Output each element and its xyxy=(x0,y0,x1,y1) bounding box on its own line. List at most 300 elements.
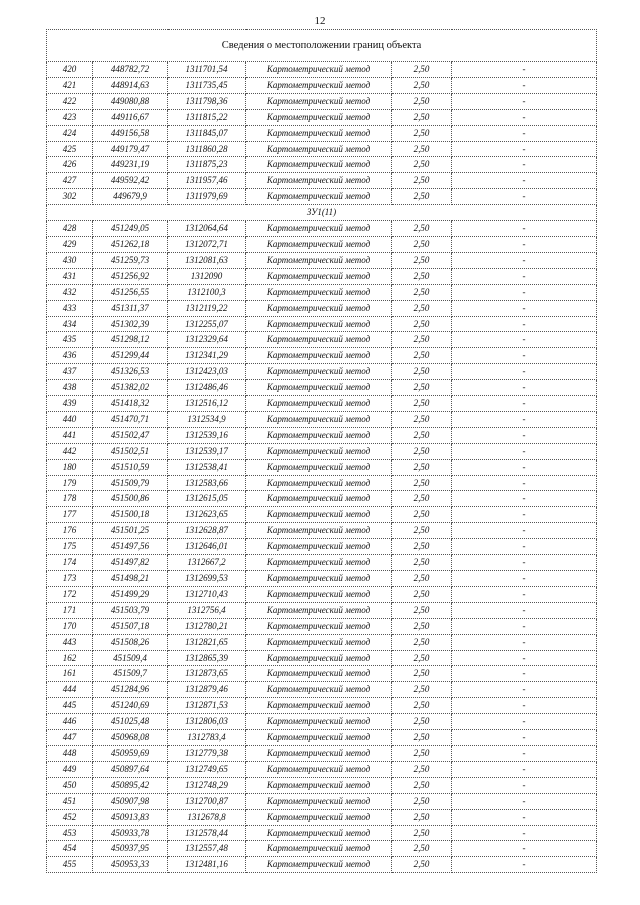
y-coordinate-cell: 1312534,9 xyxy=(168,411,246,427)
description-cell: - xyxy=(452,125,597,141)
description-cell: - xyxy=(452,141,597,157)
description-cell: - xyxy=(452,650,597,666)
method-cell: Картометрический метод xyxy=(246,427,392,443)
table-title-row xyxy=(47,30,597,62)
table-row xyxy=(47,618,597,634)
description-cell: - xyxy=(452,62,597,78)
description-cell: - xyxy=(452,682,597,698)
description-cell: - xyxy=(452,539,597,555)
description-cell: - xyxy=(452,714,597,730)
precision-cell: 2,50 xyxy=(392,62,452,78)
table-row xyxy=(47,523,597,539)
description-cell: - xyxy=(452,284,597,300)
method-cell: Картометрический метод xyxy=(246,539,392,555)
description-cell: - xyxy=(452,380,597,396)
method-cell: Картометрический метод xyxy=(246,634,392,650)
method-cell: Картометрический метод xyxy=(246,730,392,746)
table-row xyxy=(47,714,597,730)
table-row xyxy=(47,189,597,205)
x-coordinate-cell: 450897,64 xyxy=(93,761,168,777)
method-cell: Картометрический метод xyxy=(246,793,392,809)
y-coordinate-cell: 1312539,17 xyxy=(168,443,246,459)
x-coordinate-cell: 449116,67 xyxy=(93,109,168,125)
description-cell: - xyxy=(452,443,597,459)
point-number-cell: 422 xyxy=(47,93,93,109)
point-number-cell: 445 xyxy=(47,698,93,714)
precision-cell: 2,50 xyxy=(392,141,452,157)
precision-cell: 2,50 xyxy=(392,459,452,475)
precision-cell: 2,50 xyxy=(392,236,452,252)
y-coordinate-cell: 1311798,36 xyxy=(168,93,246,109)
y-coordinate-cell: 1312341,29 xyxy=(168,348,246,364)
point-number-cell: 173 xyxy=(47,571,93,587)
method-cell: Картометрический метод xyxy=(246,125,392,141)
point-number-cell: 442 xyxy=(47,443,93,459)
point-number-cell: 174 xyxy=(47,555,93,571)
description-cell: - xyxy=(452,602,597,618)
description-cell: - xyxy=(452,316,597,332)
method-cell: Картометрический метод xyxy=(246,173,392,189)
table-row xyxy=(47,745,597,761)
point-number-cell: 433 xyxy=(47,300,93,316)
point-number-cell: 444 xyxy=(47,682,93,698)
method-cell: Картометрический метод xyxy=(246,682,392,698)
y-coordinate-cell: 1312879,46 xyxy=(168,682,246,698)
description-cell: - xyxy=(452,634,597,650)
precision-cell: 2,50 xyxy=(392,555,452,571)
point-number-cell: 447 xyxy=(47,730,93,746)
method-cell: Картометрический метод xyxy=(246,555,392,571)
x-coordinate-cell: 451256,92 xyxy=(93,268,168,284)
table-row xyxy=(47,475,597,491)
precision-cell: 2,50 xyxy=(392,364,452,380)
x-coordinate-cell: 451498,21 xyxy=(93,571,168,587)
point-number-cell: 428 xyxy=(47,221,93,237)
table-row xyxy=(47,793,597,809)
method-cell: Картометрический метод xyxy=(246,491,392,507)
y-coordinate-cell: 1312821,65 xyxy=(168,634,246,650)
point-number-cell: 432 xyxy=(47,284,93,300)
precision-cell: 2,50 xyxy=(392,666,452,682)
point-number-cell: 431 xyxy=(47,268,93,284)
precision-cell: 2,50 xyxy=(392,411,452,427)
description-cell: - xyxy=(452,857,597,873)
precision-cell: 2,50 xyxy=(392,77,452,93)
y-coordinate-cell: 1312578,44 xyxy=(168,825,246,841)
table-row xyxy=(47,236,597,252)
table-row xyxy=(47,380,597,396)
precision-cell: 2,50 xyxy=(392,109,452,125)
table-row xyxy=(47,539,597,555)
x-coordinate-cell: 451256,55 xyxy=(93,284,168,300)
precision-cell: 2,50 xyxy=(392,300,452,316)
point-number-cell: 449 xyxy=(47,761,93,777)
y-coordinate-cell: 1312423,03 xyxy=(168,364,246,380)
method-cell: Картометрический метод xyxy=(246,459,392,475)
point-number-cell: 441 xyxy=(47,427,93,443)
description-cell: - xyxy=(452,777,597,793)
x-coordinate-cell: 451499,29 xyxy=(93,586,168,602)
point-number-cell: 429 xyxy=(47,236,93,252)
method-cell: Картометрический метод xyxy=(246,586,392,602)
precision-cell: 2,50 xyxy=(392,380,452,396)
section-row xyxy=(47,205,597,221)
table-row xyxy=(47,316,597,332)
description-cell: - xyxy=(452,809,597,825)
y-coordinate-cell: 1312756,4 xyxy=(168,602,246,618)
description-cell: - xyxy=(452,396,597,412)
precision-cell: 2,50 xyxy=(392,634,452,650)
table-row xyxy=(47,491,597,507)
method-cell: Картометрический метод xyxy=(246,698,392,714)
x-coordinate-cell: 451284,96 xyxy=(93,682,168,698)
method-cell: Картометрический метод xyxy=(246,809,392,825)
y-coordinate-cell: 1312090 xyxy=(168,268,246,284)
table-row xyxy=(47,602,597,618)
description-cell: - xyxy=(452,427,597,443)
point-number-cell: 448 xyxy=(47,745,93,761)
x-coordinate-cell: 451249,05 xyxy=(93,221,168,237)
point-number-cell: 453 xyxy=(47,825,93,841)
table-row xyxy=(47,571,597,587)
table-title: Сведения о местоположении границ объекта xyxy=(47,30,597,62)
precision-cell: 2,50 xyxy=(392,586,452,602)
method-cell: Картометрический метод xyxy=(246,745,392,761)
y-coordinate-cell: 1312583,66 xyxy=(168,475,246,491)
y-coordinate-cell: 1312072,71 xyxy=(168,236,246,252)
table-row xyxy=(47,300,597,316)
y-coordinate-cell: 1312538,41 xyxy=(168,459,246,475)
method-cell: Картометрический метод xyxy=(246,380,392,396)
description-cell: - xyxy=(452,618,597,634)
x-coordinate-cell: 451302,39 xyxy=(93,316,168,332)
table-row xyxy=(47,459,597,475)
description-cell: - xyxy=(452,459,597,475)
precision-cell: 2,50 xyxy=(392,650,452,666)
method-cell: Картометрический метод xyxy=(246,825,392,841)
method-cell: Картометрический метод xyxy=(246,396,392,412)
x-coordinate-cell: 451262,18 xyxy=(93,236,168,252)
method-cell: Картометрический метод xyxy=(246,571,392,587)
method-cell: Картометрический метод xyxy=(246,857,392,873)
description-cell: - xyxy=(452,157,597,173)
x-coordinate-cell: 449179,47 xyxy=(93,141,168,157)
precision-cell: 2,50 xyxy=(392,93,452,109)
method-cell: Картометрический метод xyxy=(246,507,392,523)
point-number-cell: 437 xyxy=(47,364,93,380)
point-number-cell: 434 xyxy=(47,316,93,332)
table-row xyxy=(47,332,597,348)
table-row xyxy=(47,555,597,571)
description-cell: - xyxy=(452,221,597,237)
method-cell: Картометрический метод xyxy=(246,650,392,666)
method-cell: Картометрический метод xyxy=(246,268,392,284)
x-coordinate-cell: 448914,63 xyxy=(93,77,168,93)
table-row xyxy=(47,809,597,825)
table-row xyxy=(47,221,597,237)
description-cell: - xyxy=(452,491,597,507)
y-coordinate-cell: 1311701,54 xyxy=(168,62,246,78)
page-number: 12 xyxy=(314,15,326,27)
description-cell: - xyxy=(452,745,597,761)
table-row xyxy=(47,252,597,268)
y-coordinate-cell: 1312119,22 xyxy=(168,300,246,316)
point-number-cell: 430 xyxy=(47,252,93,268)
table-row xyxy=(47,777,597,793)
method-cell: Картометрический метод xyxy=(246,77,392,93)
method-cell: Картометрический метод xyxy=(246,443,392,459)
x-coordinate-cell: 451509,79 xyxy=(93,475,168,491)
precision-cell: 2,50 xyxy=(392,252,452,268)
point-number-cell: 179 xyxy=(47,475,93,491)
table-row xyxy=(47,634,597,650)
precision-cell: 2,50 xyxy=(392,602,452,618)
precision-cell: 2,50 xyxy=(392,539,452,555)
description-cell: - xyxy=(452,571,597,587)
x-coordinate-cell: 451503,79 xyxy=(93,602,168,618)
y-coordinate-cell: 1312081,63 xyxy=(168,252,246,268)
precision-cell: 2,50 xyxy=(392,825,452,841)
description-cell: - xyxy=(452,555,597,571)
table-row xyxy=(47,825,597,841)
table-row xyxy=(47,268,597,284)
y-coordinate-cell: 1312064,64 xyxy=(168,221,246,237)
x-coordinate-cell: 451259,73 xyxy=(93,252,168,268)
x-coordinate-cell: 451470,71 xyxy=(93,411,168,427)
table-row xyxy=(47,125,597,141)
precision-cell: 2,50 xyxy=(392,571,452,587)
point-number-cell: 423 xyxy=(47,109,93,125)
x-coordinate-cell: 449679,9 xyxy=(93,189,168,205)
description-cell: - xyxy=(452,252,597,268)
table-row xyxy=(47,443,597,459)
table-row xyxy=(47,157,597,173)
table-row xyxy=(47,109,597,125)
description-cell: - xyxy=(452,77,597,93)
point-number-cell: 424 xyxy=(47,125,93,141)
method-cell: Картометрический метод xyxy=(246,841,392,857)
point-number-cell: 452 xyxy=(47,809,93,825)
y-coordinate-cell: 1311979,69 xyxy=(168,189,246,205)
y-coordinate-cell: 1312646,01 xyxy=(168,539,246,555)
point-number-cell: 454 xyxy=(47,841,93,857)
precision-cell: 2,50 xyxy=(392,857,452,873)
x-coordinate-cell: 451298,12 xyxy=(93,332,168,348)
method-cell: Картометрический метод xyxy=(246,602,392,618)
description-cell: - xyxy=(452,348,597,364)
x-coordinate-cell: 451497,56 xyxy=(93,539,168,555)
method-cell: Картометрический метод xyxy=(246,523,392,539)
y-coordinate-cell: 1312783,4 xyxy=(168,730,246,746)
y-coordinate-cell: 1311875,23 xyxy=(168,157,246,173)
method-cell: Картометрический метод xyxy=(246,93,392,109)
description-cell: - xyxy=(452,793,597,809)
precision-cell: 2,50 xyxy=(392,745,452,761)
method-cell: Картометрический метод xyxy=(246,777,392,793)
table-row xyxy=(47,364,597,380)
method-cell: Картометрический метод xyxy=(246,109,392,125)
point-number-cell: 177 xyxy=(47,507,93,523)
x-coordinate-cell: 450907,98 xyxy=(93,793,168,809)
table-row xyxy=(47,62,597,78)
point-number-cell: 161 xyxy=(47,666,93,682)
table-row xyxy=(47,730,597,746)
description-cell: - xyxy=(452,300,597,316)
table-row xyxy=(47,650,597,666)
y-coordinate-cell: 1312873,65 xyxy=(168,666,246,682)
section-label: ЗУ1(11) xyxy=(47,205,597,221)
method-cell: Картометрический метод xyxy=(246,252,392,268)
description-cell: - xyxy=(452,730,597,746)
x-coordinate-cell: 448782,72 xyxy=(93,62,168,78)
x-coordinate-cell: 451509,7 xyxy=(93,666,168,682)
point-number-cell: 180 xyxy=(47,459,93,475)
method-cell: Картометрический метод xyxy=(246,475,392,491)
table-row xyxy=(47,682,597,698)
y-coordinate-cell: 1312628,87 xyxy=(168,523,246,539)
description-cell: - xyxy=(452,825,597,841)
description-cell: - xyxy=(452,698,597,714)
description-cell: - xyxy=(452,236,597,252)
point-number-cell: 443 xyxy=(47,634,93,650)
x-coordinate-cell: 451497,82 xyxy=(93,555,168,571)
y-coordinate-cell: 1312748,29 xyxy=(168,777,246,793)
y-coordinate-cell: 1311845,07 xyxy=(168,125,246,141)
point-number-cell: 162 xyxy=(47,650,93,666)
point-number-cell: 425 xyxy=(47,141,93,157)
y-coordinate-cell: 1311735,45 xyxy=(168,77,246,93)
method-cell: Картометрический метод xyxy=(246,284,392,300)
x-coordinate-cell: 451299,44 xyxy=(93,348,168,364)
x-coordinate-cell: 450933,78 xyxy=(93,825,168,841)
table-row xyxy=(47,348,597,364)
x-coordinate-cell: 450959,69 xyxy=(93,745,168,761)
y-coordinate-cell: 1312779,38 xyxy=(168,745,246,761)
precision-cell: 2,50 xyxy=(392,157,452,173)
y-coordinate-cell: 1312865,39 xyxy=(168,650,246,666)
description-cell: - xyxy=(452,841,597,857)
y-coordinate-cell: 1312871,53 xyxy=(168,698,246,714)
y-coordinate-cell: 1312486,46 xyxy=(168,380,246,396)
table-row xyxy=(47,173,597,189)
point-number-cell: 455 xyxy=(47,857,93,873)
y-coordinate-cell: 1312615,05 xyxy=(168,491,246,507)
description-cell: - xyxy=(452,507,597,523)
method-cell: Картометрический метод xyxy=(246,761,392,777)
point-number-cell: 170 xyxy=(47,618,93,634)
point-number-cell: 427 xyxy=(47,173,93,189)
table-row xyxy=(47,427,597,443)
precision-cell: 2,50 xyxy=(392,761,452,777)
y-coordinate-cell: 1312678,8 xyxy=(168,809,246,825)
point-number-cell: 175 xyxy=(47,539,93,555)
method-cell: Картометрический метод xyxy=(246,618,392,634)
y-coordinate-cell: 1312516,12 xyxy=(168,396,246,412)
description-cell: - xyxy=(452,332,597,348)
table-row xyxy=(47,698,597,714)
method-cell: Картометрический метод xyxy=(246,666,392,682)
point-number-cell: 450 xyxy=(47,777,93,793)
method-cell: Картометрический метод xyxy=(246,189,392,205)
y-coordinate-cell: 1312699,53 xyxy=(168,571,246,587)
method-cell: Картометрический метод xyxy=(246,332,392,348)
x-coordinate-cell: 449156,58 xyxy=(93,125,168,141)
y-coordinate-cell: 1311860,28 xyxy=(168,141,246,157)
point-number-cell: 421 xyxy=(47,77,93,93)
precision-cell: 2,50 xyxy=(392,443,452,459)
method-cell: Картометрический метод xyxy=(246,411,392,427)
x-coordinate-cell: 451500,18 xyxy=(93,507,168,523)
description-cell: - xyxy=(452,173,597,189)
method-cell: Картометрический метод xyxy=(246,300,392,316)
precision-cell: 2,50 xyxy=(392,316,452,332)
description-cell: - xyxy=(452,586,597,602)
x-coordinate-cell: 451510,59 xyxy=(93,459,168,475)
y-coordinate-cell: 1312329,64 xyxy=(168,332,246,348)
method-cell: Картометрический метод xyxy=(246,364,392,380)
x-coordinate-cell: 450913,83 xyxy=(93,809,168,825)
point-number-cell: 178 xyxy=(47,491,93,507)
y-coordinate-cell: 1312806,03 xyxy=(168,714,246,730)
x-coordinate-cell: 451502,47 xyxy=(93,427,168,443)
x-coordinate-cell: 450937,95 xyxy=(93,841,168,857)
description-cell: - xyxy=(452,93,597,109)
point-number-cell: 436 xyxy=(47,348,93,364)
point-number-cell: 439 xyxy=(47,396,93,412)
precision-cell: 2,50 xyxy=(392,475,452,491)
precision-cell: 2,50 xyxy=(392,682,452,698)
precision-cell: 2,50 xyxy=(392,396,452,412)
y-coordinate-cell: 1312557,48 xyxy=(168,841,246,857)
x-coordinate-cell: 451240,69 xyxy=(93,698,168,714)
description-cell: - xyxy=(452,523,597,539)
point-number-cell: 171 xyxy=(47,602,93,618)
x-coordinate-cell: 451508,26 xyxy=(93,634,168,650)
method-cell: Картометрический метод xyxy=(246,316,392,332)
y-coordinate-cell: 1312623,65 xyxy=(168,507,246,523)
x-coordinate-cell: 451500,86 xyxy=(93,491,168,507)
table-row xyxy=(47,586,597,602)
precision-cell: 2,50 xyxy=(392,427,452,443)
point-number-cell: 446 xyxy=(47,714,93,730)
x-coordinate-cell: 451507,18 xyxy=(93,618,168,634)
x-coordinate-cell: 451311,37 xyxy=(93,300,168,316)
table-row xyxy=(47,841,597,857)
boundary-table-container xyxy=(46,29,596,873)
method-cell: Картометрический метод xyxy=(246,714,392,730)
y-coordinate-cell: 1311957,46 xyxy=(168,173,246,189)
description-cell: - xyxy=(452,364,597,380)
table-row xyxy=(47,284,597,300)
x-coordinate-cell: 449080,88 xyxy=(93,93,168,109)
y-coordinate-cell: 1311815,22 xyxy=(168,109,246,125)
method-cell: Картометрический метод xyxy=(246,236,392,252)
precision-cell: 2,50 xyxy=(392,793,452,809)
precision-cell: 2,50 xyxy=(392,698,452,714)
y-coordinate-cell: 1312700,87 xyxy=(168,793,246,809)
precision-cell: 2,50 xyxy=(392,491,452,507)
x-coordinate-cell: 449592,42 xyxy=(93,173,168,189)
precision-cell: 2,50 xyxy=(392,332,452,348)
point-number-cell: 438 xyxy=(47,380,93,396)
precision-cell: 2,50 xyxy=(392,189,452,205)
precision-cell: 2,50 xyxy=(392,125,452,141)
method-cell: Картометрический метод xyxy=(246,348,392,364)
precision-cell: 2,50 xyxy=(392,809,452,825)
precision-cell: 2,50 xyxy=(392,268,452,284)
description-cell: - xyxy=(452,411,597,427)
x-coordinate-cell: 450968,08 xyxy=(93,730,168,746)
